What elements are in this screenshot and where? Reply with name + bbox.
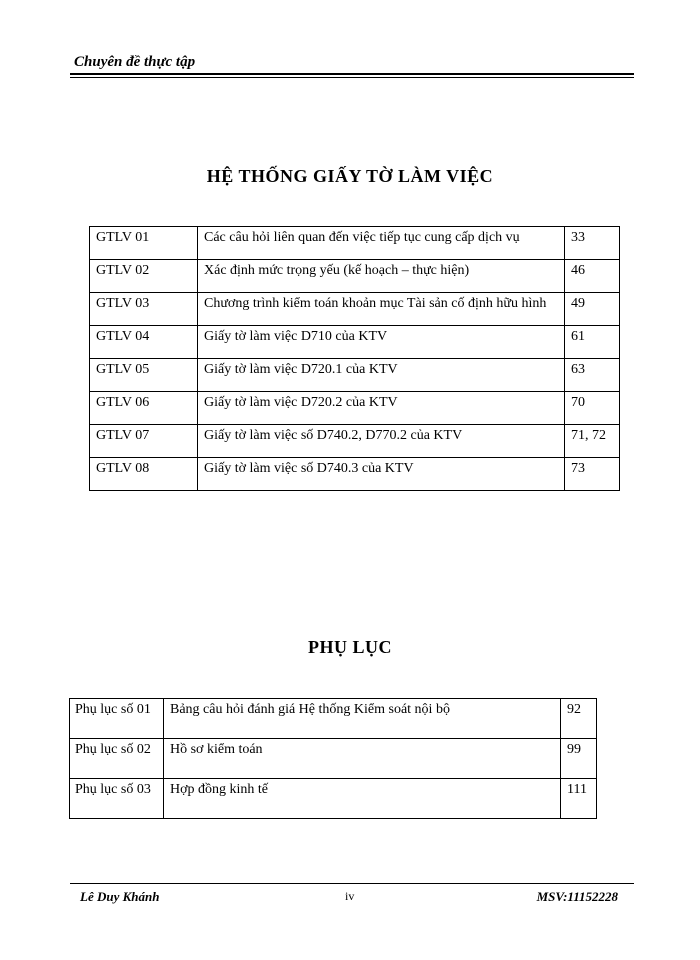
row-page: 63 [565,359,620,392]
row-page: 111 [561,779,597,819]
row-code: GTLV 07 [90,425,198,458]
row-page: 61 [565,326,620,359]
row-code: Phụ lục số 03 [70,779,164,819]
row-description: Hồ sơ kiểm toán [164,739,561,779]
appendix-table [69,698,597,819]
row-code: GTLV 03 [90,293,198,326]
header-rule [70,73,634,75]
row-description: Giấy tờ làm việc số D740.3 của KTV [198,458,565,491]
row-page: 70 [565,392,620,425]
row-code: GTLV 06 [90,392,198,425]
row-code: Phụ lục số 01 [70,699,164,739]
table-row [90,359,620,392]
table-row [90,293,620,326]
footer-rule [70,883,634,884]
footer-author: Lê Duy Khánh [80,889,160,904]
row-code: GTLV 02 [90,260,198,293]
row-page: 99 [561,739,597,779]
row-page: 71, 72 [565,425,620,458]
row-page: 92 [561,699,597,739]
table-row [90,227,620,260]
row-description: Giấy tờ làm việc D720.2 của KTV [198,392,565,425]
row-description: Bảng câu hỏi đánh giá Hệ thống Kiểm soát nội bộ [164,699,561,739]
table-row [90,425,620,458]
row-code: GTLV 04 [90,326,198,359]
working-papers-table [89,226,620,491]
row-code: GTLV 08 [90,458,198,491]
row-page: 73 [565,458,620,491]
row-description: Hợp đồng kinh tế [164,779,561,819]
row-description: Giấy tờ làm việc số D740.2, D770.2 của KTV [198,425,565,458]
footer-student-id: MSV:11152228 [536,889,618,904]
table-row [70,739,597,779]
header-rule-thin [70,77,634,78]
row-page: 33 [565,227,620,260]
row-description: Các câu hỏi liên quan đến việc tiếp tục cung cấp dịch vụ [198,227,565,260]
table-row [90,392,620,425]
row-description: Xác định mức trọng yếu (kế hoạch – thực hiện) [198,260,565,293]
row-page: 46 [565,260,620,293]
row-code: GTLV 01 [90,227,198,260]
table-row [70,779,597,819]
working-papers-title: HỆ THỐNG GIẤY TỜ LÀM VIỆC [206,166,494,186]
appendix-title: PHỤ LỤC [308,637,392,657]
row-code: GTLV 05 [90,359,198,392]
row-description: Giấy tờ làm việc D710 của KTV [198,326,565,359]
footer-page-number: iv [345,889,355,903]
table-row [90,326,620,359]
row-code: Phụ lục số 02 [70,739,164,779]
row-page: 49 [565,293,620,326]
header-title: Chuyên đề thực tập [74,54,196,70]
table-row [70,699,597,739]
table-row [90,260,620,293]
row-description: Chương trình kiểm toán khoản mục Tài sản cố định hữu hình [198,293,565,326]
table-row [90,458,620,491]
row-description: Giấy tờ làm việc D720.1 của KTV [198,359,565,392]
